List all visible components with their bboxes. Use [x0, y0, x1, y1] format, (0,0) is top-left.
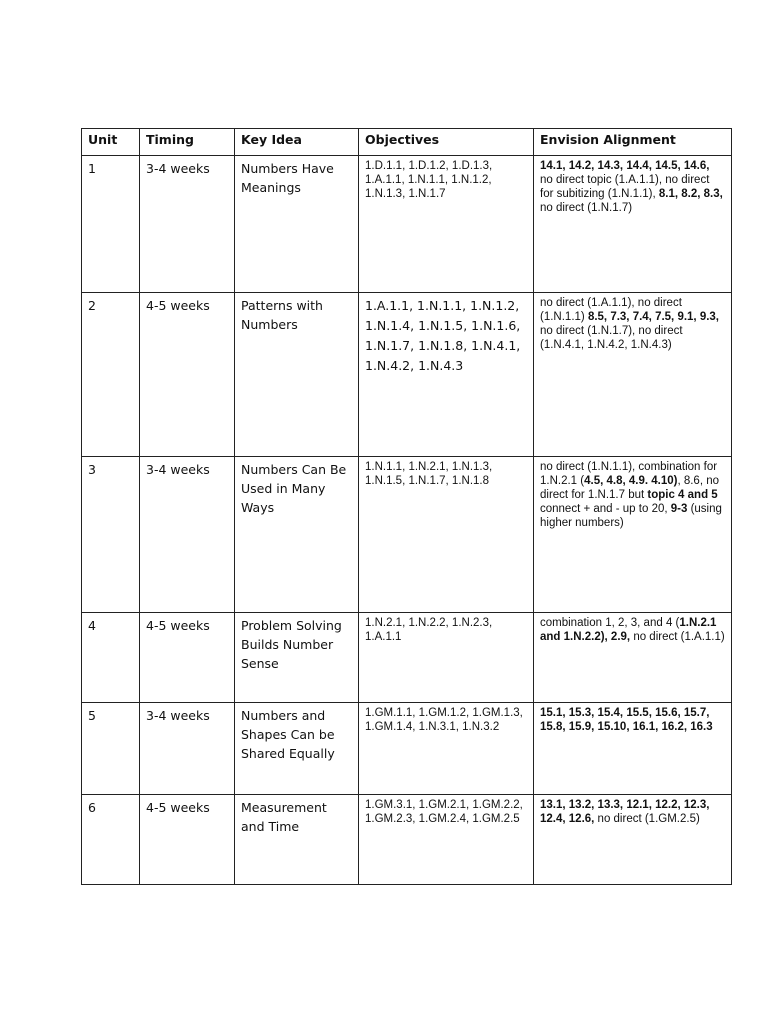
key-idea-cell: Problem Solving Builds Number Sense — [235, 613, 359, 703]
objectives-cell: 1.GM.3.1, 1.GM.2.1, 1.GM.2.2, 1.GM.2.3, 1.GM.2.4, 1.GM.2.5 — [359, 795, 534, 885]
timing-cell: 3-4 weeks — [140, 457, 235, 613]
objectives-cell: 1.N.2.1, 1.N.2.2, 1.N.2.3, 1.A.1.1 — [359, 613, 534, 703]
header-timing: Timing — [140, 129, 235, 156]
envision-text: 1.N.2.1 and 1.N.2.2), 2.9, — [540, 617, 717, 643]
envision-text: no direct topic (1.A.1.1), no direct for subitizing (1.N.1.1), — [540, 174, 710, 200]
unit-cell: 4 — [82, 613, 140, 703]
envision-cell — [534, 795, 732, 885]
objectives-cell: 1.GM.1.1, 1.GM.1.2, 1.GM.1.3, 1.GM.1.4, 1.N.3.1, 1.N.3.2 — [359, 703, 534, 795]
unit-cell: 3 — [82, 457, 140, 613]
envision-text: no direct (1.A.1.1) — [630, 631, 725, 643]
envision-text: 9-3 — [670, 503, 688, 515]
header-unit: Unit — [82, 129, 140, 156]
key-idea-cell: Numbers and Shapes Can be Shared Equally — [235, 703, 359, 795]
header-key-idea: Key Idea — [235, 129, 359, 156]
objectives-cell: 1.A.1.1, 1.N.1.1, 1.N.1.2, 1.N.1.4, 1.N.1.5, 1.N.1.6, 1.N.1.7, 1.N.1.8, 1.N.4.1, 1.N.4.2, 1.N.4.3 — [359, 293, 534, 457]
envision-cell — [534, 156, 732, 293]
envision-text: connect + and - up to 20, — [540, 503, 671, 515]
header-envision-alignment: Envision Alignment — [534, 129, 732, 156]
table-row — [82, 457, 732, 613]
envision-cell — [534, 613, 732, 703]
envision-text: no direct (1.N.1.1), combination for 1.N.2.1 ( — [540, 461, 718, 487]
envision-text: , 8.6, no direct for 1.N.1.7 but — [540, 475, 720, 501]
unit-cell: 6 — [82, 795, 140, 885]
envision-text: 8.1, 8.2, 8.3, — [658, 188, 723, 200]
envision-text: (using higher numbers) — [540, 503, 722, 529]
timing-cell: 4-5 weeks — [140, 613, 235, 703]
unit-cell: 1 — [82, 156, 140, 293]
envision-text: 13.1, 13.2, 13.3, 12.1, 12.2, 12.3, 12.4, 12.6, — [540, 799, 710, 825]
unit-cell: 5 — [82, 703, 140, 795]
envision-text: 15.1, 15.3, 15.4, 15.5, 15.6, 15.7, 15.8, 15.9, 15.10, 16.1, 16.2, 16.3 — [540, 707, 713, 733]
objectives-cell: 1.D.1.1, 1.D.1.2, 1.D.1.3, 1.A.1.1, 1.N.1.1, 1.N.1.2, 1.N.1.3, 1.N.1.7 — [359, 156, 534, 293]
table-row — [82, 613, 732, 703]
envision-text: no direct (1.N.1.7) — [540, 202, 633, 214]
key-idea-cell: Patterns with Numbers — [235, 293, 359, 457]
unit-cell: 2 — [82, 293, 140, 457]
table-row — [82, 156, 732, 293]
envision-text: topic 4 and 5 — [647, 489, 718, 501]
envision-cell — [534, 457, 732, 613]
table-row — [82, 795, 732, 885]
timing-cell: 4-5 weeks — [140, 795, 235, 885]
envision-text: 14.1, 14.2, 14.3, 14.4, 14.5, 14.6, — [540, 160, 710, 172]
envision-text: no direct (1.N.1.7), no direct (1.N.4.1, 1.N.4.2, 1.N.4.3) — [540, 325, 683, 351]
envision-text: no direct (1.A.1.1), no direct (1.N.1.1) — [540, 297, 682, 323]
envision-text: 8.5, 7.3, 7.4, 7.5, 9.1, 9.3, — [587, 311, 720, 323]
header-objectives: Objectives — [359, 129, 534, 156]
objectives-cell: 1.N.1.1, 1.N.2.1, 1.N.1.3, 1.N.1.5, 1.N.1.7, 1.N.1.8 — [359, 457, 534, 613]
key-idea-cell: Measurement and Time — [235, 795, 359, 885]
envision-cell — [534, 293, 732, 457]
envision-text: 4.5, 4.8, 4.9. 4.10) — [584, 475, 678, 487]
key-idea-cell: Numbers Can Be Used in Many Ways — [235, 457, 359, 613]
unit-plan-table — [81, 128, 732, 885]
envision-cell — [534, 703, 732, 795]
timing-cell: 3-4 weeks — [140, 703, 235, 795]
header-row — [82, 129, 732, 156]
timing-cell: 4-5 weeks — [140, 293, 235, 457]
timing-cell: 3-4 weeks — [140, 156, 235, 293]
table-row — [82, 293, 732, 457]
envision-text: combination 1, 2, 3, and 4 ( — [540, 617, 680, 629]
envision-text: no direct (1.GM.2.5) — [594, 813, 700, 825]
table-row — [82, 703, 732, 795]
key-idea-cell: Numbers Have Meanings — [235, 156, 359, 293]
